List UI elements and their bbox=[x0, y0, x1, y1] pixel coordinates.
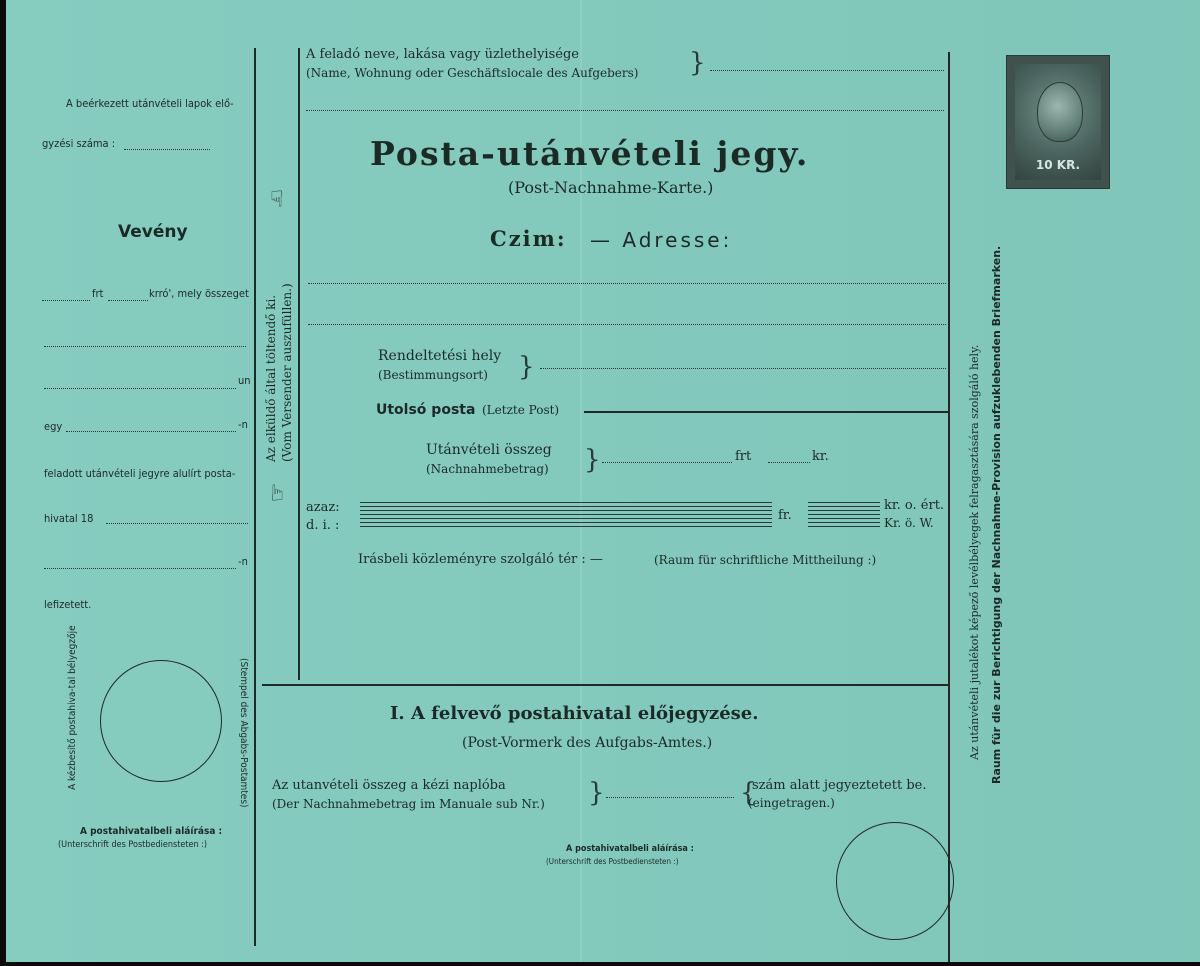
postage-stamp bbox=[1006, 55, 1110, 189]
last-post-field[interactable] bbox=[584, 411, 950, 413]
receipt-postmark-circle[interactable] bbox=[100, 660, 222, 782]
fr-label: fr. bbox=[778, 508, 792, 523]
amount-frt-label: frt bbox=[735, 449, 752, 464]
section-one-line1-right: szám alatt jegyeztetett be. bbox=[752, 778, 927, 793]
section-one-title: I. A felvevő postahivatal előjegyzése. bbox=[390, 703, 759, 724]
section-one-signature-label: A postahivatalbeli aláírása : bbox=[566, 844, 694, 854]
amount-label-de: (Nachnahmebetrag) bbox=[426, 462, 549, 476]
section-one-left-brace: } bbox=[588, 778, 605, 808]
right-vertical-hu: Az utánvételi jutalékot képező levélbélyegek felragasztására szolgáló hely. bbox=[968, 344, 981, 760]
receipt-divider bbox=[254, 48, 256, 946]
sender-field-2[interactable] bbox=[306, 110, 944, 111]
receipt-un-label: un bbox=[238, 374, 251, 387]
kr-words-field[interactable] bbox=[808, 502, 880, 530]
azaz-label: azaz: bbox=[306, 500, 340, 515]
receipt-hivatal-label: hivatal 18 bbox=[44, 512, 94, 525]
receipt-egy-label: egy bbox=[44, 420, 63, 433]
amount-brace: } bbox=[584, 445, 601, 475]
pointing-hand-bottom-icon: ☞ bbox=[265, 482, 291, 503]
section-one-signature-de-label: (Unterschrift des Postbediensteten :) bbox=[546, 857, 679, 866]
message-label: Irásbeli közleményre szolgáló tér : — bbox=[358, 552, 603, 567]
receipt-line-5[interactable] bbox=[44, 568, 236, 569]
receipt-signature-label: A postahivatalbeli aláírása : bbox=[80, 826, 223, 837]
right-vertical-de: Raum für die zur Berichtigung der Nachnahme-Provision aufzuklebenden Briefmarken. bbox=[990, 245, 1003, 784]
sender-label: A feladó neve, lakása vagy üzlethelyisége bbox=[306, 47, 579, 62]
address-label-hu: Czim: bbox=[490, 226, 567, 251]
message-area[interactable] bbox=[308, 574, 946, 678]
receipt-frt-field[interactable] bbox=[42, 300, 90, 301]
receipt-n2-label: -n bbox=[238, 555, 248, 568]
kr-ow-label: Kr. ö. W. bbox=[884, 516, 934, 530]
kr-oert-label: kr. o. ért. bbox=[884, 498, 945, 513]
receipt-line-1[interactable] bbox=[44, 346, 246, 347]
section-one-right-brace: { bbox=[740, 778, 757, 808]
destination-brace: } bbox=[518, 352, 535, 382]
receipt-signature-de-label: (Unterschrift des Postbediensteten :) bbox=[58, 840, 208, 850]
destination-label-de: (Bestimmungsort) bbox=[378, 368, 488, 382]
address-field-1[interactable] bbox=[308, 283, 946, 284]
form-title: Posta-utánvételi jegy. bbox=[370, 134, 810, 173]
amount-kr-field[interactable] bbox=[768, 462, 810, 463]
amount-label: Utánvételi összeg bbox=[426, 442, 552, 458]
receipt-line-3[interactable] bbox=[66, 431, 236, 432]
address-field-2[interactable] bbox=[308, 324, 946, 325]
stamp-frame bbox=[1015, 64, 1101, 180]
receipt-feladott-label: feladott utánvételi jegyre alulírt posta- bbox=[44, 467, 236, 480]
section-one-line2-left: (Der Nachnahmebetrag im Manuale sub Nr.) bbox=[272, 797, 545, 811]
receipt-header-line2: gyzési száma : bbox=[42, 137, 116, 150]
receipt-n-label: -n bbox=[238, 418, 248, 431]
sender-brace: } bbox=[689, 48, 706, 78]
di-label: d. i. : bbox=[306, 518, 340, 533]
last-post-label-de: (Letzte Post) bbox=[482, 403, 560, 417]
receipt-title: Vevény bbox=[118, 222, 188, 242]
form-section-divider bbox=[262, 684, 948, 686]
form-subtitle: (Post-Nachnahme-Karte.) bbox=[508, 178, 714, 197]
amount-frt-field[interactable] bbox=[602, 462, 732, 463]
amount-words-field[interactable] bbox=[360, 502, 772, 530]
stamp-portrait-icon bbox=[1037, 82, 1083, 142]
receipt-lefizetett-label: lefizetett. bbox=[44, 598, 92, 611]
stamp-value: 10 KR. bbox=[1035, 158, 1081, 172]
pointing-hand-top-icon: ☞ bbox=[263, 188, 289, 209]
amount-kr-label: kr. bbox=[812, 449, 829, 464]
postal-card bbox=[6, 0, 1200, 962]
receipt-kr-field[interactable] bbox=[108, 300, 148, 301]
journal-number-field[interactable] bbox=[606, 797, 734, 798]
destination-field[interactable] bbox=[540, 368, 946, 369]
side-note-line2: (Vom Versender auszufüllen.) bbox=[280, 283, 294, 462]
message-label-de: (Raum für schriftliche Mittheilung :) bbox=[654, 553, 877, 567]
section-one-line1-left: Az utanvételi összeg a kézi naplóba bbox=[272, 778, 506, 793]
side-note-line1: Az elküldő által töltendő ki. bbox=[264, 294, 278, 462]
receipt-line-4[interactable] bbox=[106, 523, 248, 524]
receipt-header-line1: A beérkezett utánvételi lapok elő- bbox=[66, 97, 234, 110]
form-frame-left bbox=[298, 48, 300, 680]
receipt-line-2[interactable] bbox=[44, 388, 236, 389]
section-one-line2-right: (eingetragen.) bbox=[748, 796, 835, 810]
receipt-right-vertical-label: (Stempel des Abgabs-Postamtes) bbox=[238, 658, 249, 808]
receipt-krro-label: krró', mely összeget bbox=[149, 287, 249, 300]
section-one-postmark-circle[interactable] bbox=[836, 822, 954, 940]
form-frame-right bbox=[948, 52, 950, 962]
destination-label: Rendeltetési hely bbox=[378, 348, 502, 364]
receipt-frt-label: frt bbox=[92, 287, 104, 300]
address-label-de: — Adresse: bbox=[590, 228, 733, 252]
last-post-label: Utolsó posta bbox=[376, 402, 476, 418]
receipt-left-vertical-label: A kézbesítő postahiva-tal bélyegzője bbox=[67, 625, 78, 790]
section-one-subtitle: (Post-Vormerk des Aufgabs-Amtes.) bbox=[462, 735, 713, 751]
sender-field-1[interactable] bbox=[710, 70, 944, 71]
sender-label-de: (Name, Wohnung oder Geschäftslocale des Aufgebers) bbox=[306, 66, 639, 80]
receipt-number-field[interactable] bbox=[124, 149, 210, 150]
